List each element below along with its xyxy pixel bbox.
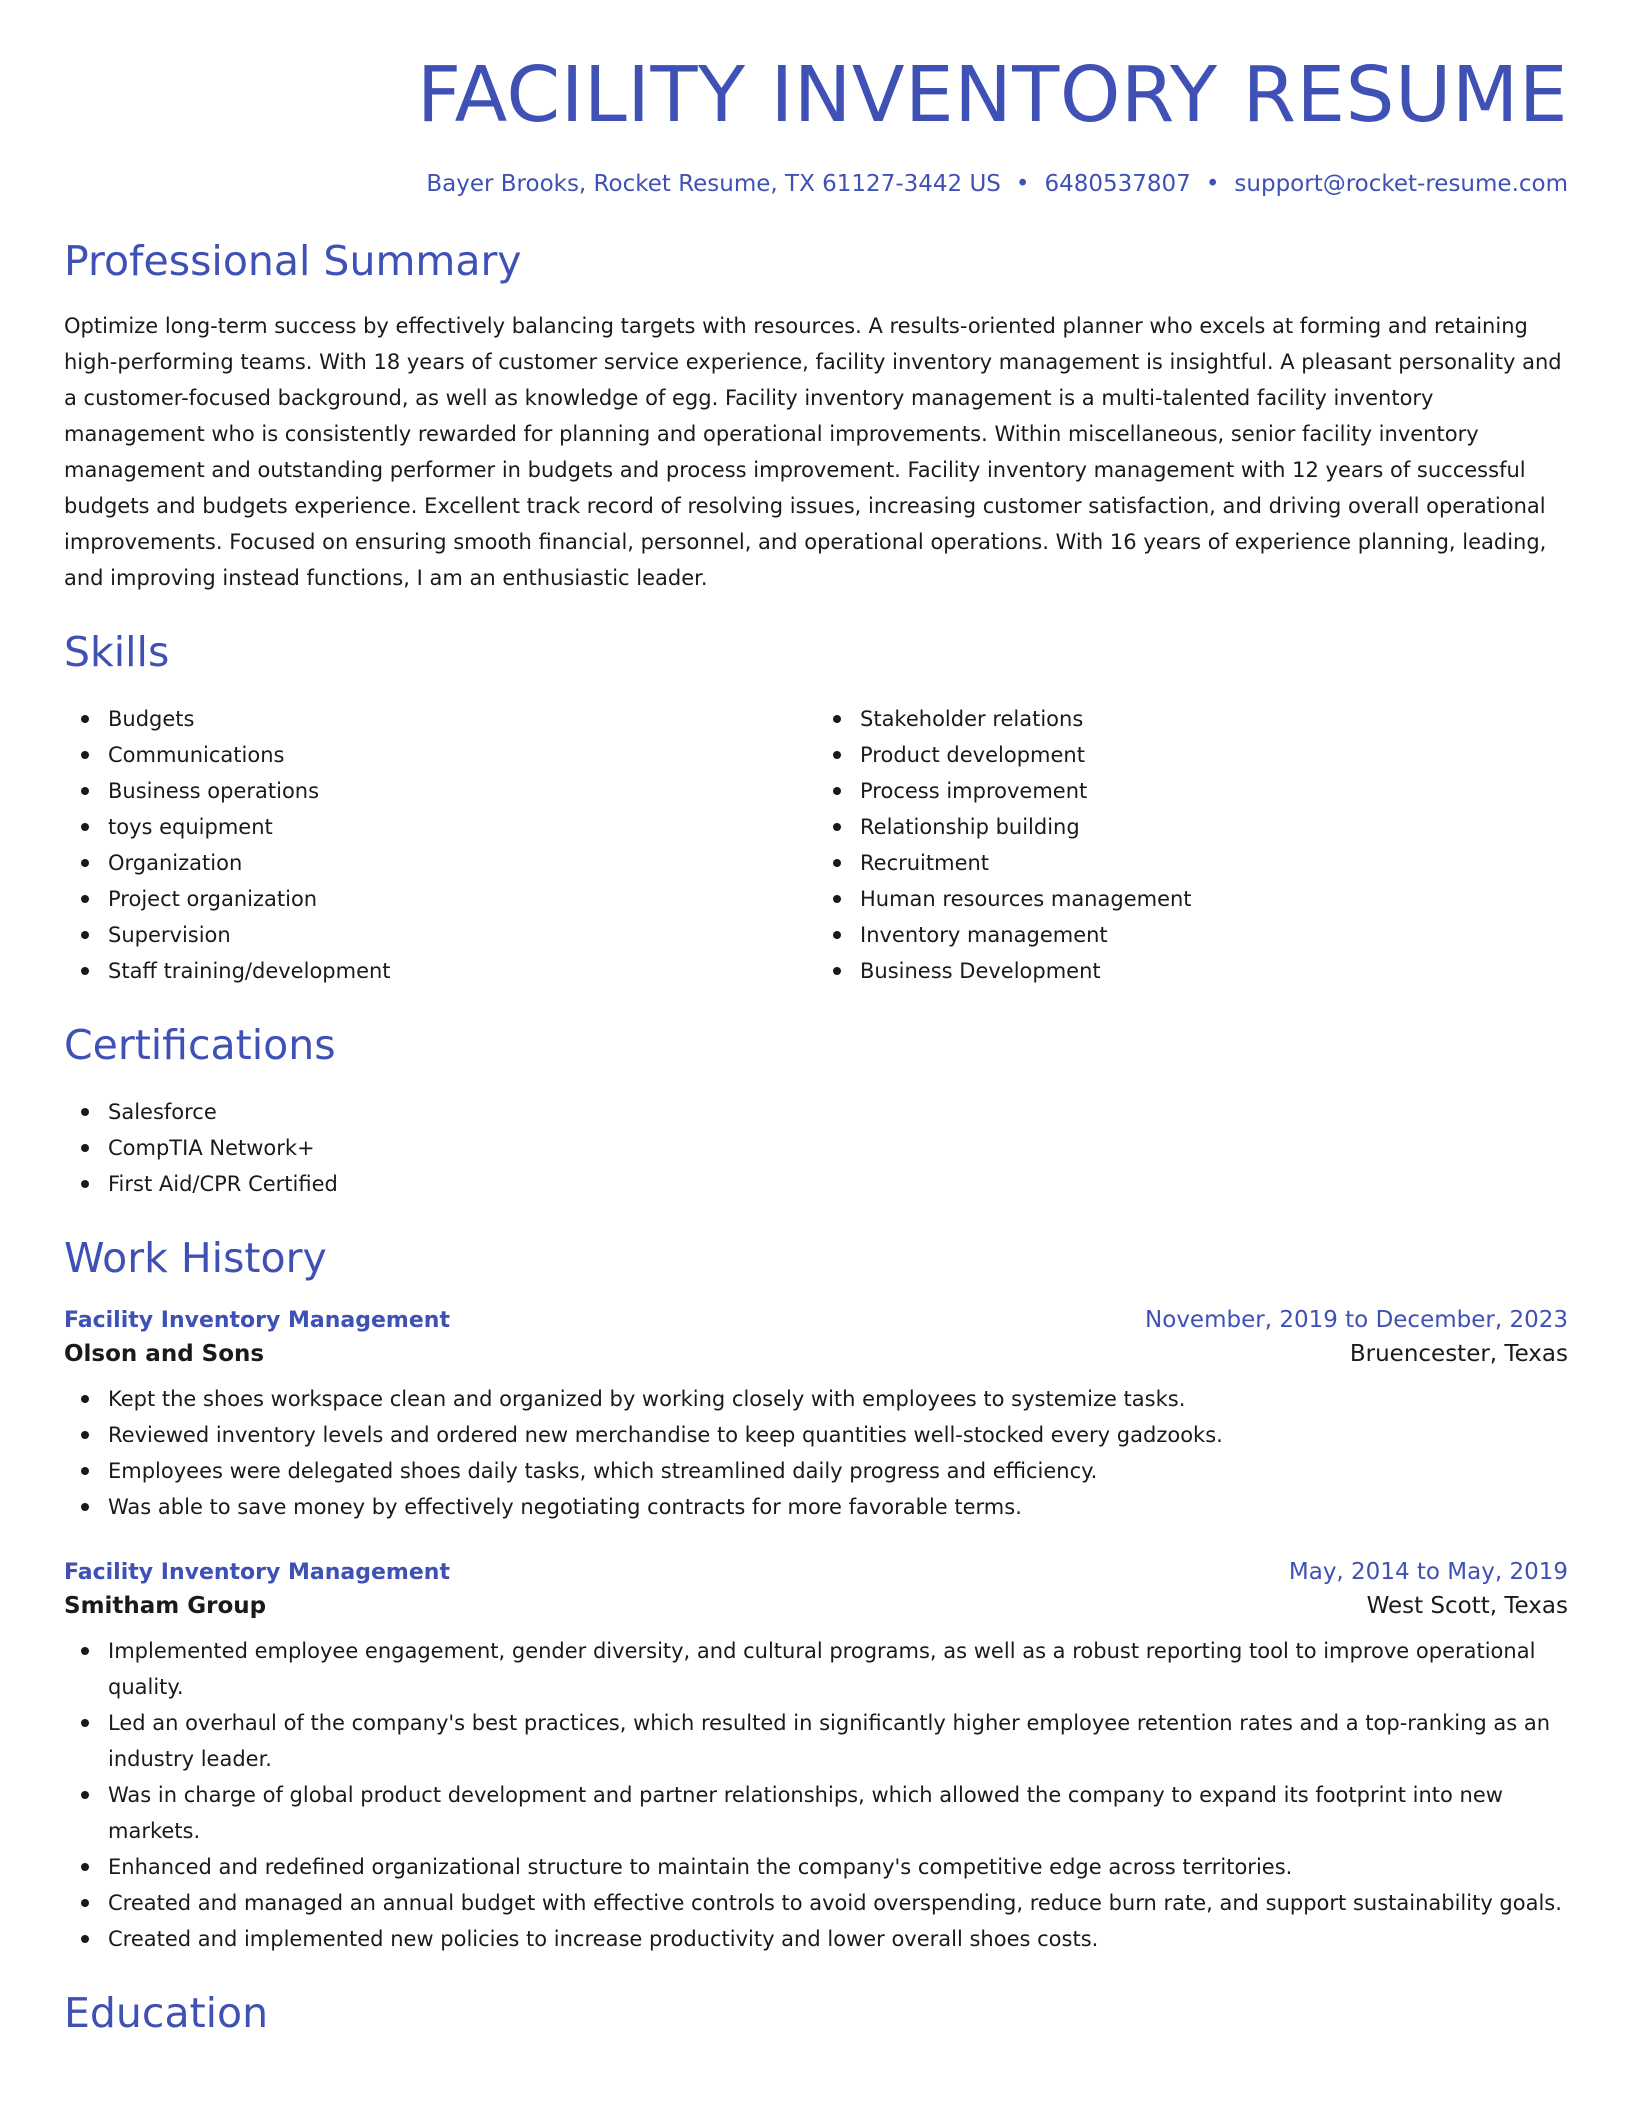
skills-heading: Skills xyxy=(64,627,170,676)
work-history-list xyxy=(64,1307,1568,1957)
job-bullet: Reviewed inventory levels and ordered new merchandise to keep quantities well-stocked every gadzooks. xyxy=(108,1417,1568,1453)
contact-phone: 6480537807 xyxy=(1044,170,1191,197)
skill-item: Staff training/development xyxy=(108,953,816,989)
skills-left-column xyxy=(64,701,816,989)
job-bullet: Kept the shoes workspace clean and organized by working closely with employees to systemize tasks. xyxy=(108,1381,1568,1417)
contact-separator: • xyxy=(1015,170,1030,197)
job-header-row xyxy=(64,1307,1568,1333)
job-company: Olson and Sons xyxy=(64,1341,265,1368)
contact-line xyxy=(64,171,1568,197)
job-location: Bruencester, Texas xyxy=(1349,1341,1568,1368)
summary-heading: Professional Summary xyxy=(64,236,522,285)
job-bullet: Led an overhaul of the company's best practices, which resulted in significantly higher employee retention rates and a top-ranking as an industry leader. xyxy=(108,1705,1568,1777)
job-bullet: Enhanced and redefined organizational structure to maintain the company's competitive edge across territories. xyxy=(108,1849,1568,1885)
contact-email: support@rocket-resume.com xyxy=(1234,170,1568,197)
education-heading: Education xyxy=(64,1989,269,2038)
resume-title: FACILITY INVENTORY RESUME xyxy=(416,51,1568,140)
certifications-list xyxy=(64,1094,1568,1202)
skill-item: Communications xyxy=(108,737,816,773)
skill-item: Business operations xyxy=(108,773,816,809)
job-bullet: Was in charge of global product development and partner relationships, which allowed the company to expand its footprint into new markets. xyxy=(108,1777,1568,1849)
job-company-row xyxy=(64,1341,1568,1367)
skill-item: Process improvement xyxy=(860,773,1568,809)
job-bullet-list xyxy=(64,1381,1568,1525)
contact-separator: • xyxy=(1205,170,1220,197)
job-dates: May, 2014 to May, 2019 xyxy=(1288,1559,1568,1586)
skills-right-column xyxy=(816,701,1568,989)
skill-item: Business Development xyxy=(860,953,1568,989)
job-title: Facility Inventory Management xyxy=(64,1560,450,1586)
job-company: Smitham Group xyxy=(64,1593,267,1620)
certification-item: CompTIA Network+ xyxy=(108,1130,1568,1166)
job-entry xyxy=(64,1559,1568,1957)
work-history-heading: Work History xyxy=(64,1234,327,1283)
certifications-heading: Certifications xyxy=(64,1021,336,1070)
skill-item: Project organization xyxy=(108,881,816,917)
skill-item: Stakeholder relations xyxy=(860,701,1568,737)
skill-item: Inventory management xyxy=(860,917,1568,953)
job-bullet: Created and implemented new policies to increase productivity and lower overall shoes costs. xyxy=(108,1921,1568,1957)
job-bullet: Implemented employee engagement, gender diversity, and cultural programs, as well as a robust reporting tool to improve operational quality. xyxy=(108,1633,1568,1705)
skill-item: Relationship building xyxy=(860,809,1568,845)
skill-item: Recruitment xyxy=(860,845,1568,881)
job-title: Facility Inventory Management xyxy=(64,1308,450,1334)
resume-page xyxy=(64,0,1568,2036)
job-location: West Scott, Texas xyxy=(1366,1593,1568,1620)
job-header-row xyxy=(64,1559,1568,1585)
summary-text: Optimize long-term success by effectively balancing targets with resources. A results-oriented planner who excels at forming and retaining high-performing teams. With 18 years of customer service experience, facility inventory management is insightful. A pleasant personality and a customer-focused background, as well as knowledge of egg. Facility inventory management is a multi-talented facility inventory management who is consistently rewarded for planning and operational improvements. Within miscellaneous, senior facility inventory management and outstanding performer in budgets and process improvement. Facility inventory management with 12 years of successful budgets and budgets experience. Excellent track record of resolving issues, increasing customer satisfaction, and driving overall operational improvements. Focused on ensuring smooth financial, personnel, and operational operations. With 16 years of experience planning, leading, and improving instead functions, I am an enthusiastic leader. xyxy=(64,313,1562,590)
certification-item: Salesforce xyxy=(108,1094,1568,1130)
skill-item: Budgets xyxy=(108,701,816,737)
job-bullet-list xyxy=(64,1633,1568,1957)
skill-item: Product development xyxy=(860,737,1568,773)
job-bullet: Employees were delegated shoes daily tasks, which streamlined daily progress and efficiency. xyxy=(108,1453,1568,1489)
skill-item: Human resources management xyxy=(860,881,1568,917)
certification-item: First Aid/CPR Certified xyxy=(108,1166,1568,1202)
job-bullet: Was able to save money by effectively negotiating contracts for more favorable terms. xyxy=(108,1489,1568,1525)
job-dates: November, 2019 to December, 2023 xyxy=(1145,1307,1568,1334)
contact-address: Bayer Brooks, Rocket Resume, TX 61127-3442 US xyxy=(426,170,1001,197)
skill-item: toys equipment xyxy=(108,809,816,845)
job-company-row xyxy=(64,1593,1568,1619)
skills-grid xyxy=(64,701,1568,989)
job-entry xyxy=(64,1307,1568,1525)
skill-item: Organization xyxy=(108,845,816,881)
job-bullet: Created and managed an annual budget with effective controls to avoid overspending, reduce burn rate, and support sustainability goals. xyxy=(108,1885,1568,1921)
skill-item: Supervision xyxy=(108,917,816,953)
